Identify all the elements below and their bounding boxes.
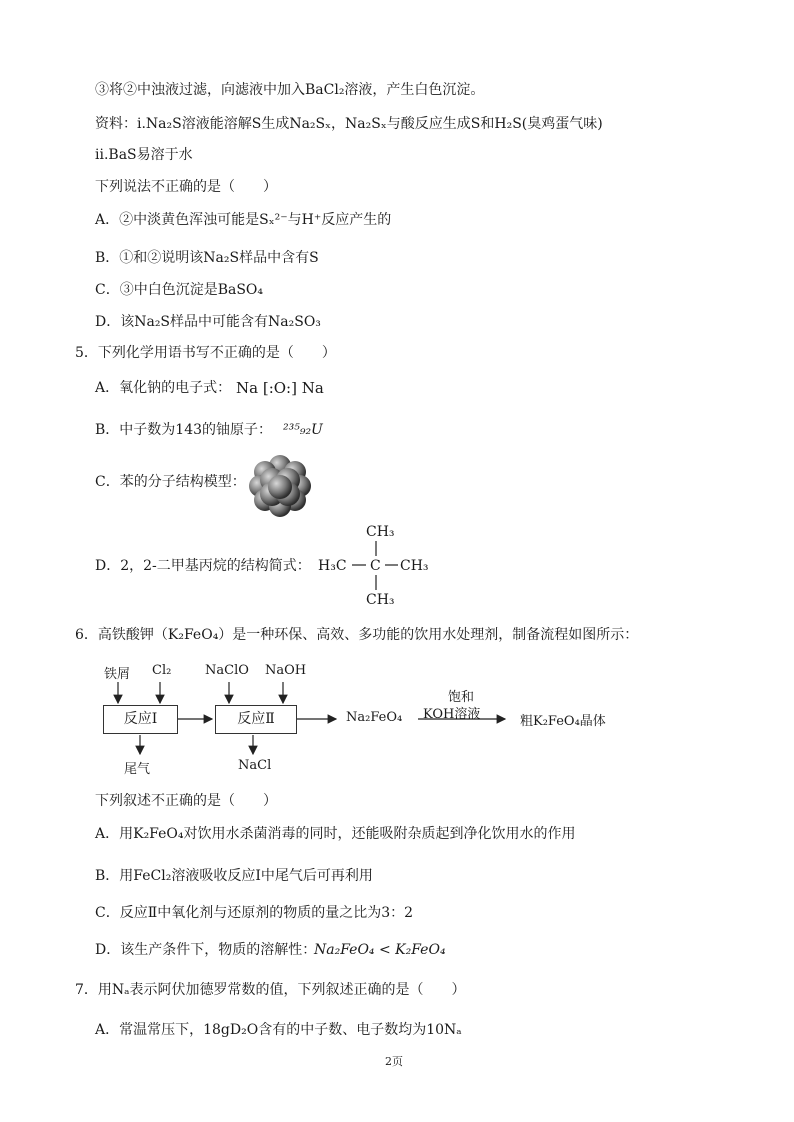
q5-option-a-formula: Na [:O:] Na <box>236 379 324 397</box>
q6-option-b: B．用FeCl₂溶液吸收反应Ⅰ中尾气后可再利用 <box>95 868 373 884</box>
q5-stem: 5．下列化学用语书写不正确的是（ ） <box>75 345 336 361</box>
flow-product-na2feo4: Na₂FeO₄ <box>346 710 403 725</box>
q6-stem: 6．高铁酸钾（K₂FeO₄）是一种环保、高效、多功能的饮用水处理剂，制备流程如图所示： <box>75 627 639 643</box>
flow-input-iron-filings: 铁屑 <box>104 667 131 682</box>
q6-sub-stem: 下列叙述不正确的是（ ） <box>95 793 277 809</box>
flow-condition-top: 饱和 <box>448 690 475 705</box>
q6-option-d-formula: Na₂FeO₄ < K₂FeO₄ <box>314 942 446 958</box>
q5-option-c-label: C．苯的分子结构模型： <box>95 474 246 490</box>
q5-d-left: H₃C <box>318 558 347 574</box>
flow-box-reaction-2: 反应Ⅱ <box>215 705 297 734</box>
q4-info1: 资料：i.Na₂S溶液能溶解S生成Na₂Sₓ，Na₂Sₓ与酸反应生成S和H₂S(臭鸡蛋气味) <box>95 116 603 132</box>
q7-option-a: A．常温常压下，18gD₂O含有的中子数、电子数均为10Nₐ <box>95 1022 462 1038</box>
flow-input-naoh: NaOH <box>265 663 307 678</box>
q7-stem: 7．用Nₐ表示阿伏加德罗常数的值，下列叙述正确的是（ ） <box>75 982 466 998</box>
flow-box-reaction-1: 反应Ⅰ <box>103 705 178 734</box>
q5-option-a-label: A．氧化钠的电子式： <box>95 380 232 396</box>
flow-input-naclo: NaClO <box>205 663 249 678</box>
q6-option-a: A．用K₂FeO₄对饮用水杀菌消毒的同时，还能吸附杂质起到净化饮用水的作用 <box>95 826 576 842</box>
q6-option-d-text: D．该生产条件下，物质的溶解性： <box>95 942 317 958</box>
q4-info2: ii.BaS易溶于水 <box>95 147 193 163</box>
q4-stem: 下列说法不正确的是（ ） <box>95 179 277 195</box>
q4-option-b: B．①和②说明该Na₂S样品中含有S <box>95 250 319 266</box>
flow-output-nacl: NaCl <box>238 758 272 773</box>
q5-option-d-label: D．2，2-二甲基丙烷的结构简式： <box>95 558 311 574</box>
q5-d-center: C <box>370 558 381 574</box>
q5-d-ch3-top: CH₃ <box>366 524 395 540</box>
flow-input-cl2: Cl₂ <box>152 663 172 678</box>
q5-option-b-label: B．中子数为143的铀原子： <box>95 422 273 438</box>
q4-option-a: A．②中淡黄色浑浊可能是Sₓ²⁻与H⁺反应产生的 <box>95 212 392 228</box>
page-number: 2页 <box>385 1055 403 1068</box>
flow-product-k2feo4: 粗K₂FeO₄晶体 <box>520 714 606 729</box>
q5-option-b-formula: ²³⁵₉₂U <box>283 422 323 438</box>
flow-condition-bottom: KOH溶液 <box>423 707 481 722</box>
q6-option-c: C．反应Ⅱ中氧化剂与还原剂的物质的量之比为3：2 <box>95 905 414 921</box>
flow-output-tail-gas: 尾气 <box>124 762 151 777</box>
q5-d-right: CH₃ <box>400 558 429 574</box>
q5-d-ch3-bottom: CH₃ <box>366 592 395 608</box>
q4-step3: ③将②中浊液过滤，向滤液中加入BaCl₂溶液，产生白色沉淀。 <box>95 82 485 98</box>
q4-option-c: C．③中白色沉淀是BaSO₄ <box>95 282 264 298</box>
q4-option-d: D．该Na₂S样品中可能含有Na₂SO₃ <box>95 314 321 330</box>
